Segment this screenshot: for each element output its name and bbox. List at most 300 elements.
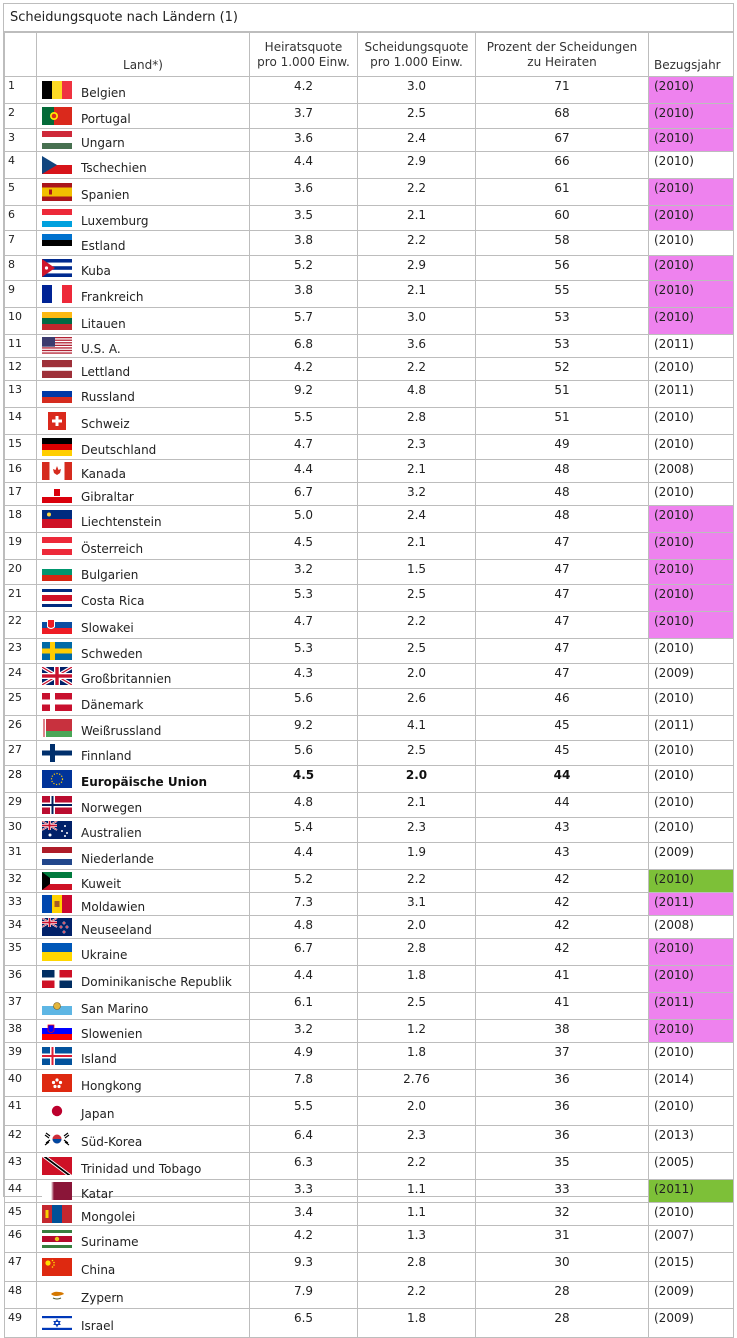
table-row [5,460,734,483]
row-number-cell: 21 [5,585,37,612]
row-number-cell: 41 [5,1097,37,1126]
divorce-rate-cell: 2.5 [358,585,476,612]
row-number-cell: 12 [5,358,37,381]
country-cell [37,1020,250,1043]
divorce-rate-cell: 1.1 [358,1180,476,1203]
divorce-rate-cell: 2.5 [358,639,476,664]
header-land: Land*) [37,33,250,77]
table-row [5,1126,734,1153]
flag-icon-be [42,81,72,99]
row-number-cell: 45 [5,1203,37,1226]
country-name: Japan [81,1107,115,1121]
country-name: Estland [81,239,126,253]
table-row [5,1309,734,1338]
divorce-percent-cell: 47 [476,639,649,664]
table-row [5,585,734,612]
table-row [5,1226,734,1253]
row-number-cell: 13 [5,381,37,408]
country-cell [37,129,250,152]
marriage-rate-cell: 5.0 [250,506,358,533]
flag-icon-fi [42,744,72,762]
row-number-cell: 46 [5,1226,37,1253]
flag-icon-nl [42,847,72,865]
reference-year-cell: (2007) [649,1226,734,1253]
country-name: Deutschland [81,443,157,457]
table-row [5,966,734,993]
table-row [5,408,734,435]
reference-year-cell: (2009) [649,1282,734,1309]
divorce-rate-cell: 2.2 [358,358,476,381]
reference-year-cell: (2010) [649,533,734,560]
reference-year-cell: (2010) [649,129,734,152]
reference-year-cell: (2010) [649,939,734,966]
row-number-cell: 27 [5,741,37,766]
table-row [5,335,734,358]
divorce-rate-table-panel [3,3,734,1333]
marriage-rate-cell: 5.3 [250,639,358,664]
country-name: Schweden [81,647,143,661]
flag-icon-kw [42,872,72,890]
divorce-percent-cell: 51 [476,408,649,435]
reference-year-cell: (2010) [649,639,734,664]
reference-year-cell: (2010) [649,741,734,766]
divorce-percent-cell: 67 [476,129,649,152]
table-row [5,843,734,870]
divorce-percent-cell: 45 [476,741,649,766]
flag-icon-by [42,719,72,737]
divorce-rate-cell: 2.4 [358,129,476,152]
divorce-rate-cell: 2.4 [358,506,476,533]
marriage-rate-cell: 6.8 [250,335,358,358]
marriage-rate-cell: 9.2 [250,381,358,408]
divorce-percent-cell: 41 [476,993,649,1020]
divorce-percent-cell: 33 [476,1180,649,1203]
divorce-percent-cell: 30 [476,1253,649,1282]
flag-icon-pt [42,107,72,125]
divorce-percent-cell: 47 [476,533,649,560]
country-name: Liechtenstein [81,515,162,529]
divorce-rate-cell: 2.2 [358,179,476,206]
country-name: Lettland [81,365,131,379]
divorce-rate-cell: 2.1 [358,460,476,483]
marriage-rate-cell: 6.3 [250,1153,358,1180]
row-number-cell: 11 [5,335,37,358]
marriage-rate-cell: 9.3 [250,1253,358,1282]
divorce-percent-cell: 68 [476,104,649,129]
table-row [5,104,734,129]
country-name: Niederlande [81,852,154,866]
divorce-percent-cell: 38 [476,1020,649,1043]
marriage-rate-cell: 4.5 [250,533,358,560]
divorce-percent-cell: 56 [476,256,649,281]
divorce-rate-cell: 2.5 [358,993,476,1020]
marriage-rate-cell: 5.3 [250,585,358,612]
country-cell [37,1126,250,1153]
marriage-rate-cell: 5.7 [250,308,358,335]
country-cell [37,381,250,408]
flag-icon-si [42,1022,72,1040]
divorce-rate-cell: 2.1 [358,793,476,818]
marriage-rate-cell: 4.3 [250,664,358,689]
flag-icon-ca [42,462,72,480]
divorce-rate-cell: 2.2 [358,1153,476,1180]
country-cell [37,281,250,308]
flag-icon-eu [42,770,72,788]
country-cell [37,993,250,1020]
table-row [5,689,734,716]
divorce-percent-cell: 32 [476,1203,649,1226]
marriage-rate-cell: 5.5 [250,408,358,435]
marriage-rate-cell: 4.5 [250,766,358,793]
country-name: Dänemark [81,698,144,712]
country-cell [37,206,250,231]
country-cell [37,506,250,533]
divorce-rate-cell: 2.0 [358,916,476,939]
divorce-rate-cell: 2.8 [358,408,476,435]
reference-year-cell: (2010) [649,1097,734,1126]
divorce-percent-cell: 44 [476,766,649,793]
table-row [5,766,734,793]
flag-icon-qa [42,1182,72,1200]
row-number-cell: 37 [5,993,37,1020]
row-number-cell: 49 [5,1309,37,1338]
marriage-rate-cell: 3.8 [250,231,358,256]
table-row [5,741,734,766]
row-number-cell: 3 [5,129,37,152]
divorce-percent-cell: 35 [476,1153,649,1180]
marriage-rate-cell: 3.2 [250,560,358,585]
reference-year-cell: (2010) [649,506,734,533]
flag-icon-cr [42,589,72,607]
header-scheidungsquote-line2: pro 1.000 Einw. [370,54,463,69]
country-cell [37,966,250,993]
country-cell [37,1043,250,1070]
country-name: Kuweit [81,877,122,891]
row-number-cell: 2 [5,104,37,129]
divorce-percent-cell: 55 [476,281,649,308]
country-name: Zypern [81,1291,124,1305]
divorce-rate-cell: 3.0 [358,308,476,335]
table-row [5,1180,734,1203]
country-name: Weißrussland [81,724,162,738]
flag-icon-nz [42,918,72,936]
row-number-cell: 26 [5,716,37,741]
divorce-rate-cell: 2.2 [358,1282,476,1309]
reference-year-cell: (2015) [649,1253,734,1282]
country-cell [37,893,250,916]
header-heiratsquote [250,33,358,77]
country-name: Portugal [81,112,131,126]
reference-year-cell: (2010) [649,152,734,179]
divorce-rate-cell: 2.5 [358,104,476,129]
reference-year-cell: (2009) [649,664,734,689]
table-row [5,281,734,308]
divorce-percent-cell: 47 [476,612,649,639]
country-cell [37,231,250,256]
divorce-rate-cell: 2.0 [358,1097,476,1126]
divorce-percent-cell: 44 [476,793,649,818]
row-number-cell: 14 [5,408,37,435]
table-row [5,179,734,206]
country-name: Trinidad und Tobago [81,1162,202,1176]
row-number-cell: 6 [5,206,37,231]
divorce-rate-cell: 1.3 [358,1226,476,1253]
flag-icon-cy [42,1286,72,1304]
divorce-percent-cell: 36 [476,1070,649,1097]
country-name: Tschechien [81,161,147,175]
marriage-rate-cell: 4.4 [250,966,358,993]
table-row [5,793,734,818]
country-name: Australien [81,826,142,840]
country-cell [37,1070,250,1097]
divorce-rate-cell: 2.1 [358,206,476,231]
row-number-cell: 36 [5,966,37,993]
reference-year-cell: (2011) [649,381,734,408]
marriage-rate-cell: 6.4 [250,1126,358,1153]
country-name: Suriname [81,1235,139,1249]
row-number-cell: 17 [5,483,37,506]
flag-icon-jp [42,1102,72,1120]
divorce-rate-cell: 2.0 [358,766,476,793]
flag-icon-sr [42,1230,72,1248]
flag-icon-de [42,438,72,456]
table-row [5,533,734,560]
divorce-rate-cell: 2.0 [358,664,476,689]
marriage-rate-cell: 7.9 [250,1282,358,1309]
divorce-rate-cell: 2.3 [358,818,476,843]
reference-year-cell: (2010) [649,560,734,585]
reference-year-cell: (2010) [649,766,734,793]
reference-year-cell: (2010) [649,358,734,381]
flag-icon-ru [42,385,72,403]
reference-year-cell: (2010) [649,585,734,612]
country-name: Großbritannien [81,672,172,686]
marriage-rate-cell: 6.7 [250,483,358,506]
marriage-rate-cell: 4.2 [250,77,358,104]
flag-icon-do [42,970,72,988]
divorce-rate-cell: 2.5 [358,741,476,766]
divorce-percent-cell: 36 [476,1097,649,1126]
marriage-rate-cell: 4.7 [250,612,358,639]
flag-icon-cu [42,259,72,277]
flag-icon-fr [42,285,72,303]
country-name: Europäische Union [81,775,208,789]
reference-year-cell: (2011) [649,716,734,741]
header-prozent [476,33,649,77]
country-cell [37,639,250,664]
row-number-cell: 30 [5,818,37,843]
country-cell [37,483,250,506]
table-row [5,483,734,506]
country-cell [37,664,250,689]
marriage-rate-cell: 3.5 [250,206,358,231]
flag-icon-kr [42,1130,72,1148]
reference-year-cell: (2009) [649,1309,734,1338]
country-cell [37,1309,250,1338]
table-row [5,308,734,335]
flag-icon-is [42,1047,72,1065]
divorce-rate-cell: 2.8 [358,939,476,966]
divorce-percent-cell: 48 [476,506,649,533]
country-name: Finnland [81,749,132,763]
table-row [5,916,734,939]
reference-year-cell: (2013) [649,1126,734,1153]
divorce-percent-cell: 66 [476,152,649,179]
marriage-rate-cell: 4.8 [250,916,358,939]
row-number-cell: 24 [5,664,37,689]
reference-year-cell: (2010) [649,77,734,104]
table-row [5,893,734,916]
flag-icon-cz [42,156,72,174]
flag-icon-se [42,642,72,660]
reference-year-cell: (2010) [649,870,734,893]
country-cell [37,585,250,612]
header-prozent-line1: Prozent der Scheidungen [486,39,638,54]
flag-icon-cn [42,1258,72,1276]
country-cell [37,716,250,741]
marriage-rate-cell: 3.2 [250,1020,358,1043]
table-row [5,612,734,639]
country-name: Belgien [81,86,126,100]
country-name: Schweiz [81,417,130,431]
row-number-cell: 15 [5,435,37,460]
table-row [5,1097,734,1126]
header-nr [5,33,37,77]
country-cell [37,689,250,716]
country-name: Luxemburg [81,214,149,228]
country-name: Hongkong [81,1079,142,1093]
divorce-percent-cell: 53 [476,308,649,335]
table-row [5,1153,734,1180]
reference-year-cell: (2011) [649,1180,734,1203]
flag-icon-ch [42,412,72,430]
table-row [5,939,734,966]
divorce-percent-cell: 47 [476,560,649,585]
table-row [5,506,734,533]
divorce-rate-table [4,32,734,1338]
marriage-rate-cell: 4.7 [250,435,358,460]
flag-icon-us [42,337,72,355]
marriage-rate-cell: 5.4 [250,818,358,843]
reference-year-cell: (2010) [649,308,734,335]
row-number-cell: 31 [5,843,37,870]
country-name: Ukraine [81,948,128,962]
reference-year-cell: (2010) [649,483,734,506]
row-number-cell: 5 [5,179,37,206]
country-cell [37,460,250,483]
divorce-percent-cell: 43 [476,843,649,870]
marriage-rate-cell: 7.3 [250,893,358,916]
marriage-rate-cell: 3.8 [250,281,358,308]
country-name: Mongolei [81,1210,136,1224]
divorce-percent-cell: 49 [476,435,649,460]
header-heiratsquote-line1: Heiratsquote [264,39,343,54]
divorce-rate-cell: 4.1 [358,716,476,741]
country-cell [37,256,250,281]
divorce-percent-cell: 36 [476,1126,649,1153]
row-number-cell: 19 [5,533,37,560]
row-number-cell: 22 [5,612,37,639]
reference-year-cell: (2014) [649,1070,734,1097]
table-row [5,870,734,893]
reference-year-cell: (2009) [649,843,734,870]
divorce-rate-cell: 1.8 [358,966,476,993]
marriage-rate-cell: 4.2 [250,1226,358,1253]
country-name: Slowakei [81,621,134,635]
flag-icon-hk [42,1074,72,1092]
divorce-percent-cell: 52 [476,358,649,381]
reference-year-cell: (2010) [649,966,734,993]
reference-year-cell: (2010) [649,179,734,206]
table-row [5,1282,734,1309]
table-row [5,77,734,104]
marriage-rate-cell: 3.3 [250,1180,358,1203]
flag-icon-lu [42,209,72,227]
flag-icon-ua [42,943,72,961]
divorce-percent-cell: 42 [476,870,649,893]
reference-year-cell: (2008) [649,460,734,483]
country-cell [37,1097,250,1126]
flag-icon-bg [42,563,72,581]
country-name: China [81,1263,116,1277]
flag-icon-sk [42,616,72,634]
country-name: Island [81,1052,117,1066]
country-cell [37,843,250,870]
reference-year-cell: (2010) [649,689,734,716]
divorce-percent-cell: 42 [476,939,649,966]
marriage-rate-cell: 6.7 [250,939,358,966]
country-cell [37,1180,250,1203]
country-cell [37,104,250,129]
country-cell [37,308,250,335]
country-cell [37,1253,250,1282]
row-number-cell: 47 [5,1253,37,1282]
divorce-percent-cell: 28 [476,1309,649,1338]
reference-year-cell: (2010) [649,231,734,256]
header-bezugsjahr: Bezugsjahr [649,33,734,77]
country-name: Spanien [81,188,130,202]
table-row [5,716,734,741]
marriage-rate-cell: 6.5 [250,1309,358,1338]
table-row [5,206,734,231]
country-cell [37,179,250,206]
reference-year-cell: (2010) [649,612,734,639]
divorce-percent-cell: 58 [476,231,649,256]
country-name: Litauen [81,317,126,331]
divorce-percent-cell: 42 [476,916,649,939]
marriage-rate-cell: 3.7 [250,104,358,129]
divorce-percent-cell: 31 [476,1226,649,1253]
table-title: Scheidungsquote nach Ländern (1) [4,4,733,32]
country-cell [37,77,250,104]
table-row [5,256,734,281]
country-cell [37,741,250,766]
row-number-cell: 44 [5,1180,37,1203]
marriage-rate-cell: 4.2 [250,358,358,381]
row-number-cell: 7 [5,231,37,256]
marriage-rate-cell: 4.8 [250,793,358,818]
reference-year-cell: (2008) [649,916,734,939]
flag-icon-li [42,510,72,528]
reference-year-cell: (2010) [649,1203,734,1226]
reference-year-cell: (2010) [649,1020,734,1043]
table-row [5,1043,734,1070]
flag-icon-hu [42,131,72,149]
reference-year-cell: (2010) [649,793,734,818]
marriage-rate-cell: 4.4 [250,460,358,483]
table-row [5,818,734,843]
country-name: Norwegen [81,801,143,815]
